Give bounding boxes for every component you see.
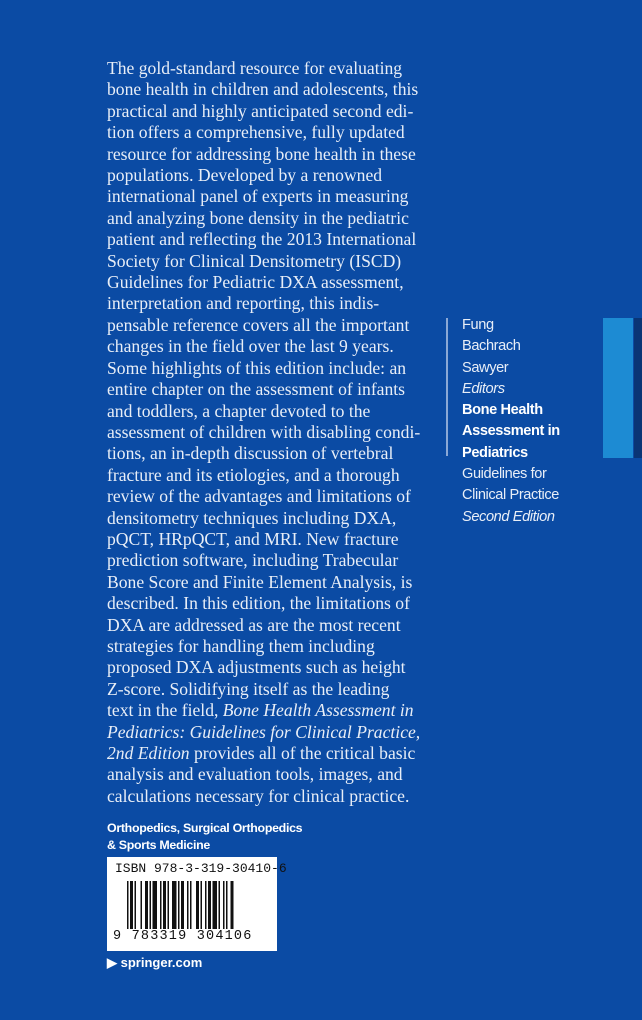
description-line [107, 293, 420, 314]
book-title-italic: Pediatrics: Guidelines for Clinical Practice, [107, 721, 421, 742]
description-line [107, 229, 420, 250]
subtitle-line: Guidelines for [462, 466, 547, 483]
description-text: densitometry techniques including DXA, [107, 507, 397, 528]
description-line [107, 443, 420, 464]
description-line [107, 315, 420, 336]
description-line [107, 572, 420, 593]
book-title-italic: Bone Health Assessment in [222, 700, 414, 721]
description-text: Bone Score and Finite Element Analysis, is [107, 571, 413, 592]
back-cover-description [107, 58, 420, 807]
description-line [107, 358, 420, 379]
book-title-line: Bone Health [462, 402, 543, 419]
description-text: The gold-standard resource for evaluating [107, 58, 403, 78]
description-text: tion offers a comprehensive, fully updated [107, 122, 405, 143]
description-text: calculations necessary for clinical practice. [107, 785, 410, 806]
description-text: prediction software, including Trabecular [107, 550, 399, 571]
description-text: Z-score. Solidifying itself as the leading [107, 678, 390, 699]
description-line [107, 593, 420, 614]
description-text: Some highlights of this edition include: an [107, 357, 407, 378]
description-line [107, 272, 420, 293]
description-line [107, 486, 420, 507]
description-text: practical and highly anticipated second edi- [107, 100, 414, 121]
description-text: pensable reference covers all the important [107, 314, 410, 335]
editors-label: Editors [462, 380, 505, 397]
subject-line: Orthopedics, Surgical Orthopedics [107, 821, 303, 835]
description-line [107, 550, 420, 571]
description-line [107, 529, 420, 550]
isbn-barcode [107, 857, 287, 951]
publisher-link-text: springer.com [120, 955, 203, 970]
description-line [107, 422, 420, 443]
description-text: changes in the field over the last 9 years. [107, 336, 394, 357]
description-text: entire chapter on the assessment of infants [107, 379, 406, 400]
description-line [107, 208, 420, 229]
publisher-link[interactable] [107, 955, 202, 971]
ean-text: 9 783319 304106 [113, 929, 253, 944]
description-line [107, 722, 420, 743]
description-line [107, 122, 420, 143]
edition-label: Second Edition [462, 508, 555, 525]
description-line [107, 58, 420, 79]
description-text: fracture and its etiologies, and a thorough [107, 464, 400, 485]
accent-bar [603, 318, 633, 458]
book-title-line: Assessment in [462, 423, 560, 440]
description-text: interpretation and reporting, this indis- [107, 293, 380, 314]
description-text: and analyzing bone density in the pediatric [107, 207, 409, 228]
description-text: described. In this edition, the limitations of [107, 593, 410, 614]
description-text: strategies for handling them including [107, 635, 375, 656]
description-line [107, 144, 420, 165]
description-text: patient and reflecting the 2013 International [107, 229, 417, 250]
description-line [107, 743, 420, 764]
ean-digits [113, 929, 253, 944]
book-title-italic: 2nd Edition [107, 743, 190, 763]
spine-edge [634, 318, 642, 458]
subtitle-line: Clinical Practice [462, 487, 560, 504]
description-text: bone health in children and adolescents, this [107, 79, 419, 100]
divider-line [446, 318, 448, 456]
description-text: proposed DXA adjustments such as height [107, 657, 406, 678]
description-line [107, 615, 420, 636]
description-text: analysis and evaluation tools, images, and [107, 764, 403, 785]
description-line [107, 379, 420, 400]
description-text: DXA are addressed as are the most recent [107, 614, 401, 635]
description-line [107, 165, 420, 186]
description-text: pQCT, HRpQCT, and MRI. New fracture [107, 528, 399, 549]
description-text: review of the advantages and limitations of [107, 486, 411, 507]
description-text: Society for Clinical Densitometry (ISCD) [107, 250, 402, 271]
description-text: and toddlers, a chapter devoted to the [107, 400, 371, 421]
description-line [107, 636, 420, 657]
description-text: assessment of children with disabling condi- [107, 421, 421, 442]
description-line [107, 679, 420, 700]
description-line [107, 251, 420, 272]
play-arrow-icon: ▶ [107, 955, 117, 970]
description-text: resource for addressing bone health in these [107, 143, 416, 164]
description-line [107, 700, 420, 721]
description-line [107, 186, 420, 207]
description-line [107, 786, 420, 807]
description-text: Guidelines for Pediatric DXA assessment, [107, 272, 404, 293]
description-line [107, 465, 420, 486]
description-line [107, 101, 420, 122]
description-line [107, 401, 420, 422]
description-text: international panel of experts in measuring [107, 186, 409, 207]
editor-name: Sawyer [462, 359, 509, 376]
description-text: tions, an in-depth discussion of vertebral [107, 443, 394, 464]
isbn-text: ISBN 978-3-319-30410-6 [115, 861, 287, 876]
description-line [107, 764, 420, 785]
description-line [107, 79, 420, 100]
editor-name: Bachrach [462, 338, 521, 355]
description-text: text in the field, [107, 700, 223, 721]
book-info [462, 315, 560, 528]
description-text: provides all of the critical basic [189, 743, 416, 763]
book-title-line: Pediatrics [462, 444, 528, 461]
description-text: populations. Developed by a renowned [107, 165, 383, 186]
editor-name: Fung [462, 317, 494, 333]
description-line [107, 657, 420, 678]
subject-line: & Sports Medicine [107, 838, 210, 852]
description-line [107, 508, 420, 529]
subject-category [107, 820, 302, 854]
description-line [107, 336, 420, 357]
